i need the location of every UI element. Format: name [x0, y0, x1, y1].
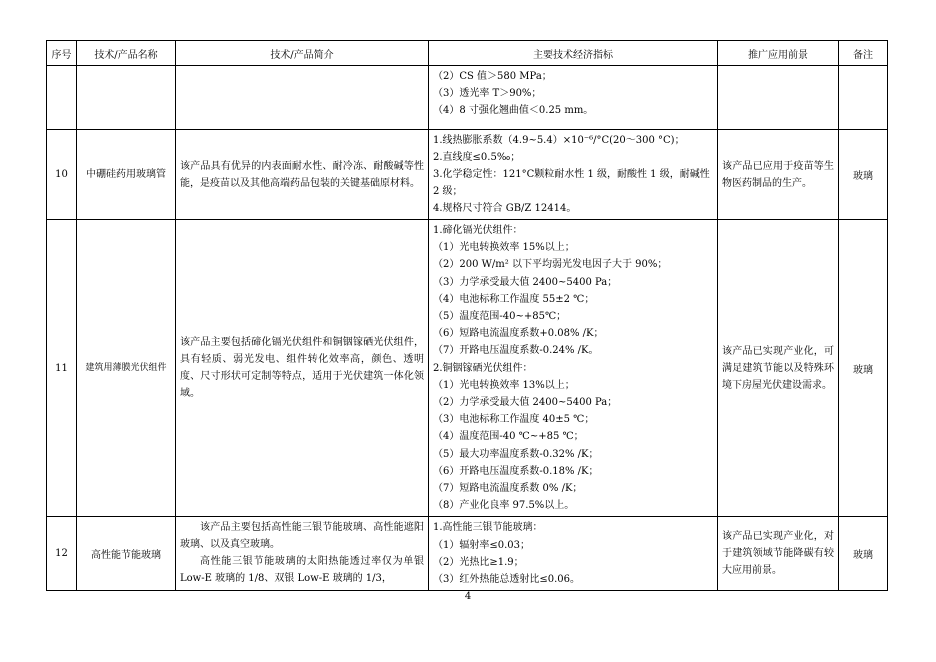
- cell-remark: 玻璃: [839, 517, 888, 591]
- table-header-row: [47, 41, 888, 66]
- indicator-line: （2）200 W/m² 以下平均弱光发电因子大于 90%；: [433, 259, 668, 271]
- cell-no: 11: [47, 220, 77, 517]
- cell-no: 12: [47, 517, 77, 591]
- cell-remark: [839, 66, 888, 130]
- cell-intro: 该产品具有优异的内表面耐水性、耐冷冻、耐酸碱等性能，是疫苗以及其他高端药品包装的关键基础原材料。: [176, 130, 429, 220]
- indicator-line: （4）温度范围-40 ℃~+85 ℃；: [433, 431, 584, 443]
- indicator-line: （3）电池标称工作温度 40±5 ℃；: [433, 414, 595, 426]
- indicator-line: （7）短路电流温度系数 0% /K；: [433, 483, 583, 495]
- indicator-line: （3）力学承受最大值 2400~5400 Pa；: [433, 276, 618, 288]
- cell-no: 10: [47, 130, 77, 220]
- indicator-line: （3）透光率 T＞90%；: [433, 88, 542, 100]
- indicator-line: （4）电池标称工作温度 55±2 ℃；: [433, 293, 595, 305]
- indicator-line: 2.直线度≤0.5‰；: [433, 152, 521, 163]
- cell-prospect: 该产品已实现产业化，可满足建筑节能以及特殊环境下房屋光伏建设需求。: [718, 220, 839, 517]
- page-number: 4: [464, 591, 472, 602]
- indicator-line: （2）力学承受最大值 2400~5400 Pa；: [433, 397, 618, 409]
- header-indicators: 主要技术经济指标: [429, 41, 718, 66]
- indicator-line: （1）光电转换效率 13%以上；: [433, 379, 575, 391]
- header-remark: 备注: [839, 41, 888, 66]
- cell-indicators: [429, 220, 718, 517]
- cell-name: 建筑用薄膜光伏组件: [77, 220, 176, 517]
- intro-paragraph: 高性能三银节能玻璃的太阳热能透过率仅为单银 Low-E 玻璃的 1/8、双银 Low-E 玻璃的 1/3，: [180, 556, 424, 585]
- indicator-line: （4）8 寸强化翘曲值＜0.25 mm。: [433, 105, 594, 117]
- cell-name: 中硼硅药用玻璃管: [77, 130, 176, 220]
- indicator-line: （2）光热比≥1.9；: [433, 556, 524, 568]
- indicator-line: （6）开路电压温度系数-0.18% /K；: [433, 465, 599, 477]
- table-row-12: [47, 517, 888, 591]
- cell-intro: [176, 66, 429, 130]
- indicator-line: 1.线热膨胀系数（4.9~5.4）×10⁻⁶/°C(20～300 °C)；: [433, 135, 685, 146]
- indicator-line: （7）开路电压温度系数-0.24% /K。: [433, 345, 599, 357]
- cell-indicators: [429, 66, 718, 130]
- cell-prospect: 该产品已实现产业化，对于建筑领域节能降碳有较大应用前景。: [718, 517, 839, 591]
- indicator-line: 1.碲化镉光伏组件：: [433, 225, 523, 236]
- header-intro: 技术/产品简介: [176, 41, 429, 66]
- header-prospect: 推广应用前景: [718, 41, 839, 66]
- cell-intro: 该产品主要包括碲化镉光伏组件和铜铟镓硒光伏组件，具有轻质、弱光发电、组件转化效率高，颜色、透明度、尺寸形状可定制等特点，适用于光伏建筑一体化领域。: [176, 220, 429, 517]
- indicator-line: （3）红外热能总透射比≤0.06。: [433, 574, 581, 586]
- cell-name: 高性能节能玻璃: [77, 517, 176, 591]
- indicator-line: （5）最大功率温度系数-0.32% /K；: [433, 448, 599, 460]
- table-row-10: [47, 130, 888, 220]
- header-no: 序号: [47, 41, 77, 66]
- cell-name: [77, 66, 176, 130]
- tech-product-table: [46, 40, 888, 591]
- cell-remark: 玻璃: [839, 130, 888, 220]
- indicator-line: 2.铜铟镓硒光伏组件：: [433, 362, 533, 374]
- cell-no: [47, 66, 77, 130]
- indicator-line: （1）光电转换效率 15%以上；: [433, 242, 575, 254]
- indicator-line: （1）辐射率≤0.03；: [433, 539, 531, 551]
- cell-remark: 玻璃: [839, 220, 888, 517]
- header-name: 技术/产品名称: [77, 41, 176, 66]
- intro-paragraph: 该产品主要包括高性能三银节能玻璃、高性能遮阳玻璃、以及真空玻璃。: [180, 522, 424, 551]
- cell-indicators: [429, 517, 718, 591]
- indicator-line: 4.规格尺寸符合 GB/Z 12414。: [433, 203, 577, 214]
- indicator-line: 1.高性能三银节能玻璃：: [433, 522, 543, 534]
- cell-indicators: [429, 130, 718, 220]
- indicator-line: （2）CS 值＞580 MPa；: [433, 71, 552, 82]
- cell-prospect: 该产品已应用于疫苗等生物医药制品的生产。: [718, 130, 839, 220]
- indicator-line: （5）温度范围-40~+85℃；: [433, 311, 567, 323]
- table-row-continued: [47, 66, 888, 130]
- table-row-11: [47, 220, 888, 517]
- indicator-line: 3.化学稳定性：121°C颗粒耐水性 1 级，耐酸性 1 级，耐碱性 2 级；: [433, 169, 710, 197]
- cell-intro: [176, 517, 429, 591]
- indicator-line: （6）短路电流温度系数+0.08% /K；: [433, 328, 604, 340]
- indicator-line: （8）产业化良率 97.5%以上。: [433, 500, 575, 512]
- cell-prospect: [718, 66, 839, 130]
